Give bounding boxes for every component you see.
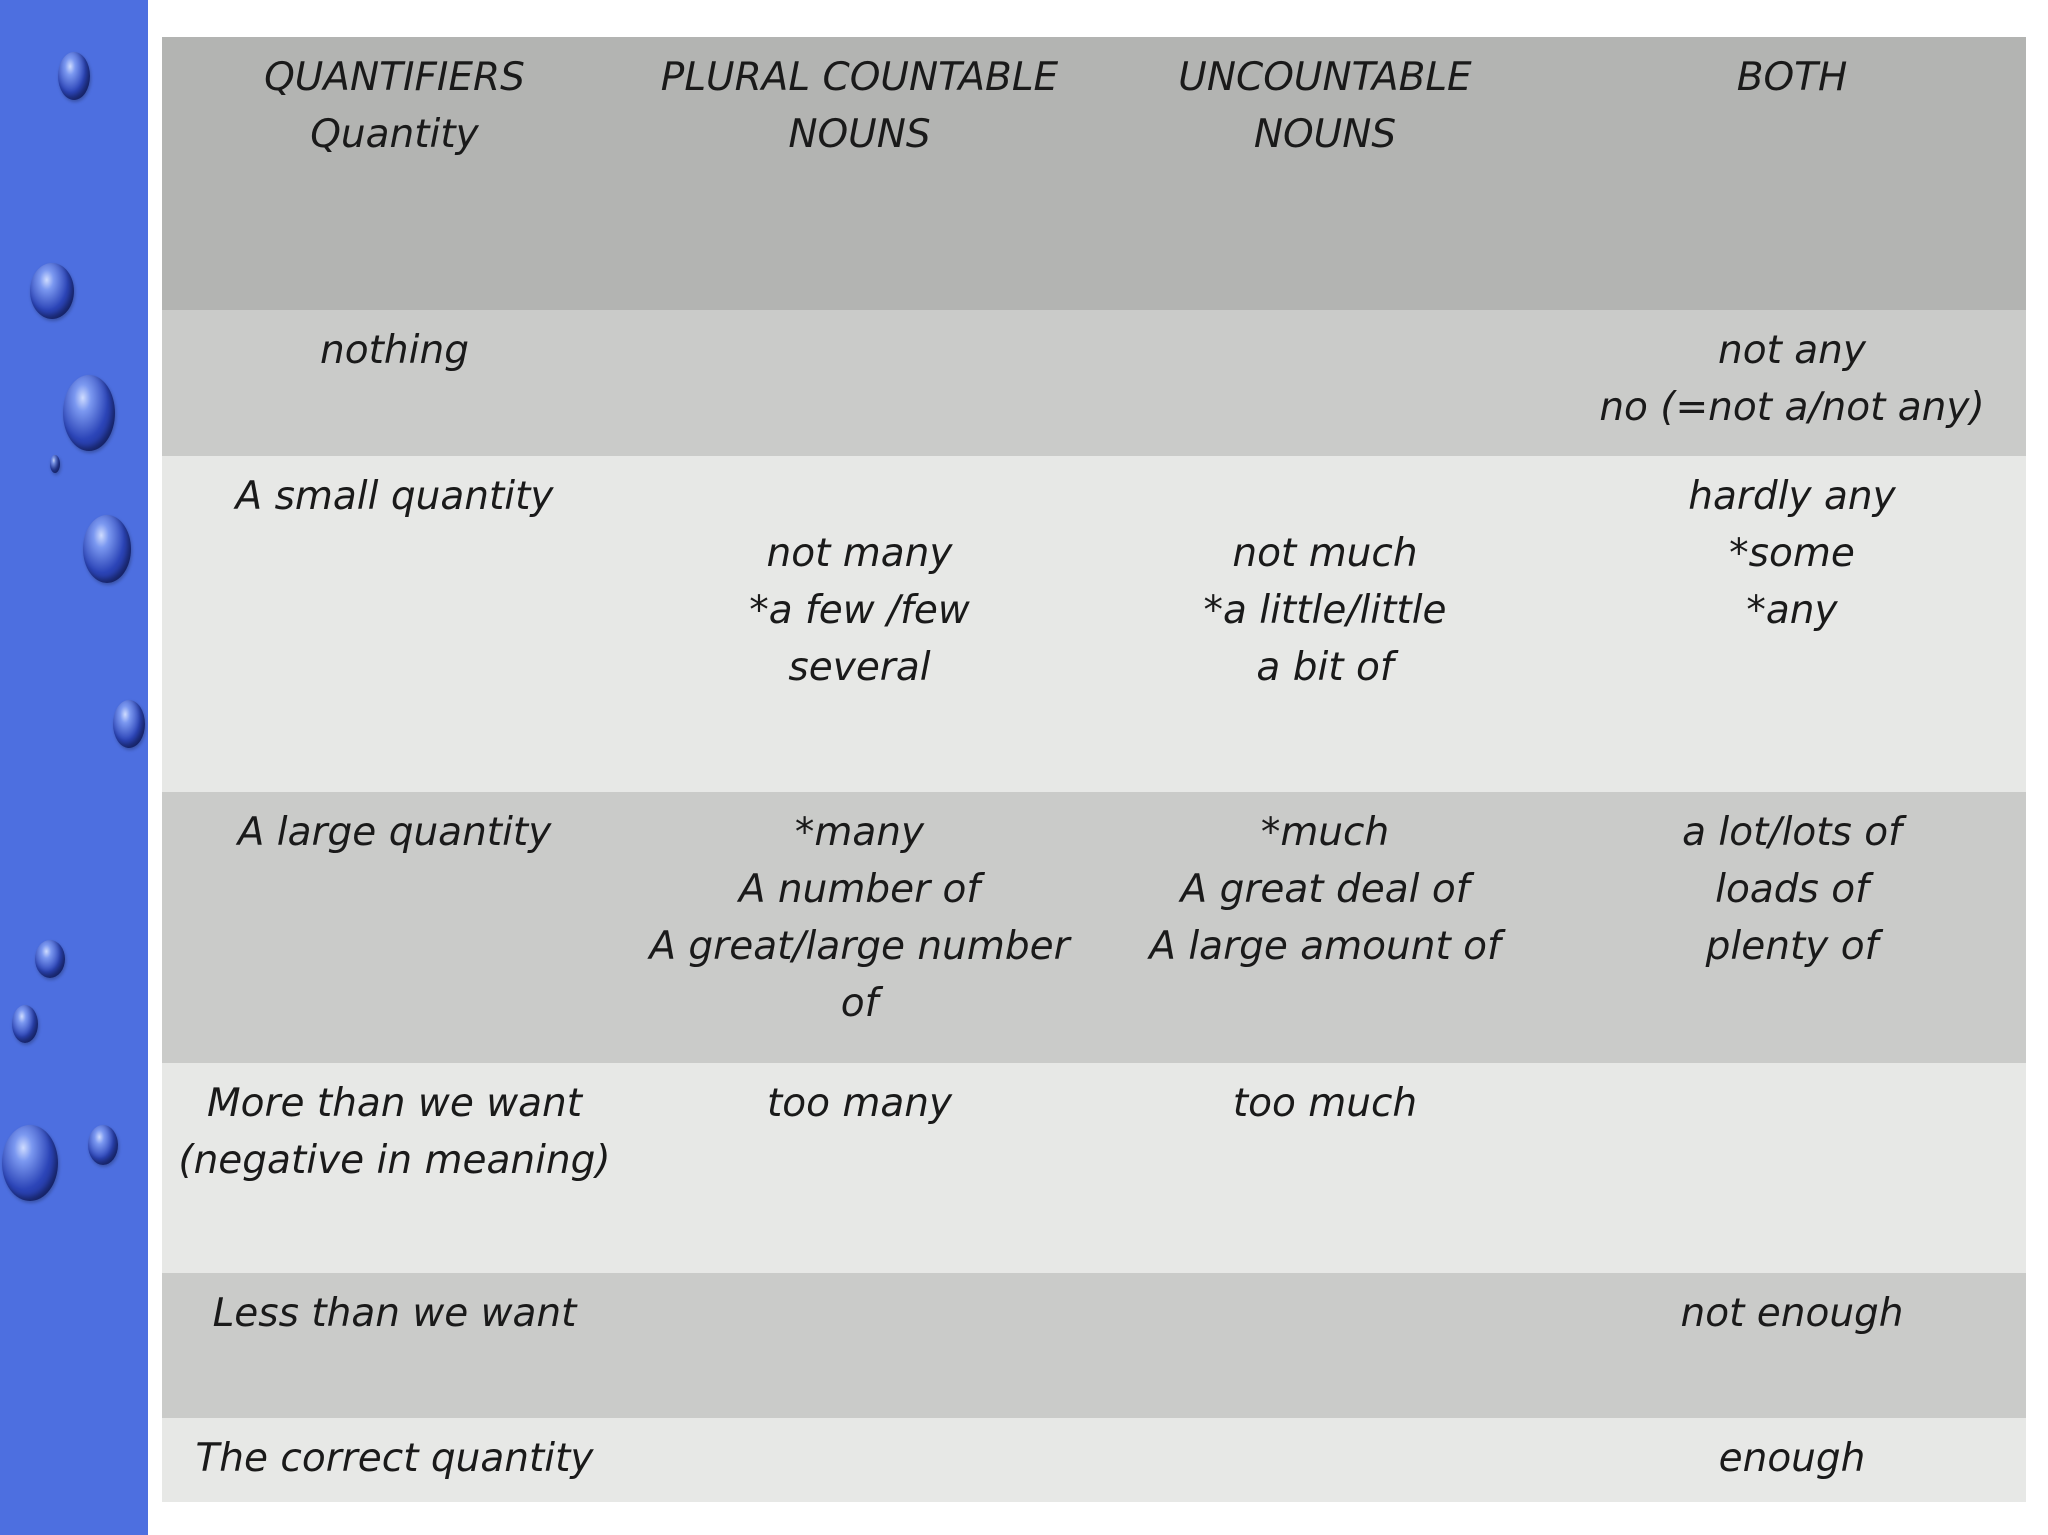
table-row [162, 310, 2026, 456]
both-cell: not any no (=not a/not any) [1599, 328, 1985, 430]
water-drop-icon [83, 515, 131, 583]
table-row [162, 1273, 2026, 1418]
water-drop-icon [113, 700, 145, 748]
quantity-cell: Less than we want [212, 1291, 577, 1336]
water-drop-icon [63, 375, 115, 451]
quantifiers-table [162, 37, 2026, 1502]
water-drop-icon [58, 52, 90, 100]
water-drop-icon [50, 455, 60, 473]
quantity-cell: More than we want (negative in meaning) [178, 1081, 611, 1183]
table-row [162, 456, 2026, 792]
quantity-cell: A small quantity [235, 474, 554, 519]
decorative-sidebar [0, 0, 148, 1535]
both-cell [1558, 1063, 2026, 1273]
countable-cell: *many A number of A great/large number of [649, 810, 1070, 1026]
header-quantifiers: QUANTIFIERS Quantity [264, 55, 525, 157]
water-drop-icon [12, 1005, 38, 1043]
uncountable-cell: *much A great deal of A large amount of [1149, 810, 1501, 969]
both-cell: enough [1718, 1436, 1866, 1481]
table-row [162, 792, 2026, 1063]
table-header-row [162, 37, 2026, 310]
header-plural-countable: PLURAL COUNTABLE NOUNS [660, 55, 1059, 157]
table-row [162, 1418, 2026, 1502]
uncountable-cell [1092, 310, 1558, 456]
uncountable-cell [1092, 1418, 1558, 1502]
both-cell: not enough [1680, 1291, 1904, 1336]
header-both: BOTH [1736, 55, 1848, 100]
water-drop-icon [88, 1125, 118, 1165]
countable-cell: too many [766, 1081, 953, 1126]
uncountable-cell [1092, 1273, 1558, 1418]
countable-cell [627, 1418, 1092, 1502]
quantity-cell: The correct quantity [195, 1436, 594, 1481]
uncountable-cell: too much [1232, 1081, 1418, 1126]
quantity-cell: nothing [320, 328, 469, 373]
water-drop-icon [35, 940, 65, 978]
countable-cell [627, 310, 1092, 456]
both-cell: hardly any *some *any [1688, 474, 1896, 633]
header-uncountable: UNCOUNTABLE NOUNS [1178, 55, 1472, 157]
both-cell: a lot/lots of loads of plenty of [1682, 810, 1902, 969]
water-drop-icon [2, 1125, 58, 1201]
countable-cell: not many *a few /few several [749, 531, 970, 690]
table-row [162, 1063, 2026, 1273]
water-drop-icon [30, 263, 74, 319]
uncountable-cell: not much *a little/little a bit of [1203, 531, 1447, 690]
countable-cell [627, 1273, 1092, 1418]
quantity-cell: A large quantity [237, 810, 552, 855]
